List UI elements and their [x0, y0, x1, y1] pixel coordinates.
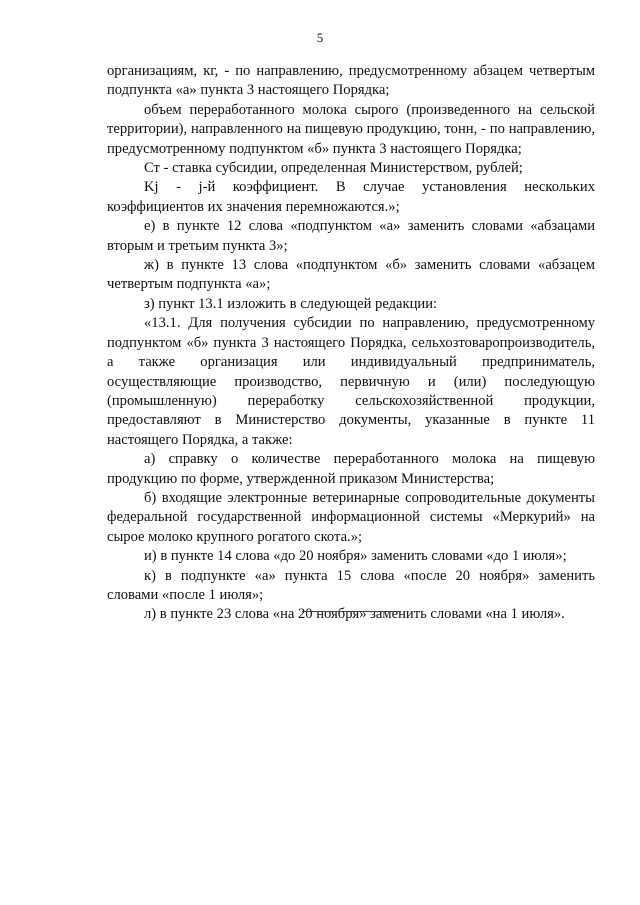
paragraph-clause-13-1-b: б) входящие электронные ветеринарные сопроводительные документы федеральной государственной информационной системы «Меркурий» на сырое молоко крупного рогатого скота.»; — [107, 489, 595, 545]
paragraph-milk-volume-definition: объем переработанного молока сырого (произведенного на сельской территории), направленного на пищевую продукцию, тонн, - по направлению, предусмотренному подпунктом «б» пункта 3 настоящего Порядка; — [107, 101, 595, 157]
paragraph-amendment-k: к) в подпункте «а» пункта 15 слова «после 20 ноября» заменить словами «после 1 июля»; — [107, 567, 595, 603]
document-body — [107, 62, 595, 625]
paragraph-amendment-i: и) в пункте 14 слова «до 20 ноября» заменить словами «до 1 июля»; — [144, 548, 567, 565]
end-of-document-rule — [302, 611, 401, 612]
paragraph-clause-13-1: «13.1. Для получения субсидии по направлению, предусмотренному подпунктом «б» пункта 3 настоящего Порядка, сельхозтоваропроизводитель, а также организация или индивидуальный предприниматель, осуществляющие производство, первичную и (или) последующую (промышленную) переработку сельскохозяйственной продукции, предоставляют в Министерство документы, указанные в пункте 11 настоящего Порядка, а также: — [107, 315, 595, 448]
paragraph-clause-13-1-a: а) справку о количестве переработанного молока на пищевую продукцию по форме, утвержденной приказом Министерства; — [107, 451, 595, 487]
paragraph-amendment-zh: ж) в пункте 13 слова «подпунктом «б» заменить словами «абзацем четвертым подпункта «а»; — [107, 257, 595, 293]
paragraph-amendment-e: е) в пункте 12 слова «подпунктом «а» заменить словами «абзацами вторым и третьим пункта 3»; — [107, 218, 595, 254]
page-number: 5 — [316, 30, 324, 45]
paragraph-amendment-z: з) пункт 13.1 изложить в следующей редакции: — [144, 295, 438, 312]
paragraph-subsidy-rate-definition: Ст - ставка субсидии, определенная Министерством, рублей; — [144, 160, 523, 177]
paragraph-coefficient-definition: Kj - j-й коэффициент. В случае установления нескольких коэффициентов их значения перемножаются.»; — [107, 179, 595, 215]
paragraph-continuation: организациям, кг, - по направлению, предусмотренному абзацем четвертым подпункта «а» пункта 3 настоящего Порядка; — [107, 63, 595, 99]
paragraph-amendment-l: л) в пункте 23 слова «на 20 ноября» заменить словами «на 1 июля». — [144, 606, 565, 623]
